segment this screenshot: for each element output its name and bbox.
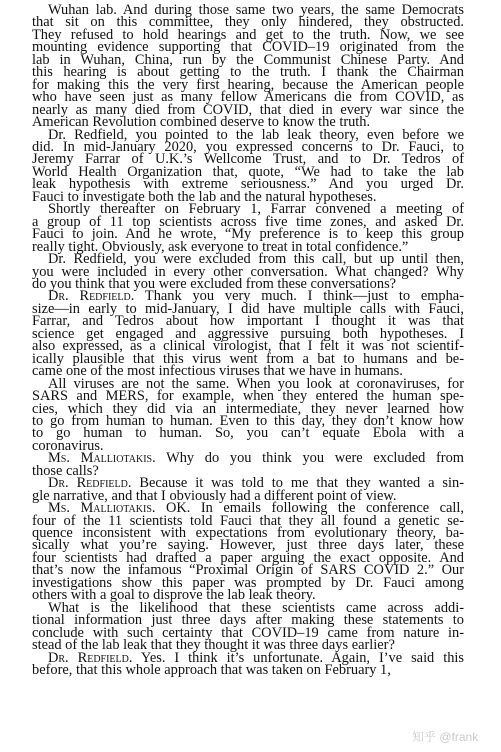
speaker-name: Dr. Redfield.: [48, 288, 135, 305]
line-text: coronavirus.: [32, 437, 104, 454]
line-text: World Health Organization that, quote, “We had to take the lab: [32, 163, 464, 180]
line-text: lab in Wuhan, China, run by the Communist Chinese Party. And: [32, 51, 464, 68]
line-text: others with a goal to disprove the lab leak theory.: [32, 587, 316, 604]
line-text: SARS and MERS, for example, when they entered the human spe-: [32, 388, 464, 405]
line-text: leak hypothesis with extreme seriousness.” And you urged Dr.: [32, 176, 464, 193]
paragraph: [32, 375, 464, 454]
line-text: Thank you very much. I think—just to empha-: [134, 288, 464, 305]
line-text: before, that this whole approach that was taken on February 1,: [32, 662, 391, 679]
line-text: Shortly thereafter on February 1, Farrar convened a meeting of: [48, 201, 464, 218]
paragraph: [32, 253, 464, 290]
paragraph: [32, 288, 464, 380]
line-text: four of the 11 scientists told Fauci that they all found a genetic se-: [32, 512, 464, 529]
line-text: Jeremy Farrar of U.K.’s Wellcome Trust, and to Dr. Tedros of: [32, 151, 464, 168]
paragraph: [32, 649, 464, 679]
line-text: stead of the lab leak that they thought it was three days earlier?: [32, 637, 395, 654]
line-text: investigations show this paper was prompted by Dr. Fauci among: [32, 574, 464, 591]
paragraph: [32, 203, 464, 253]
line-text: came one of the most infectious viruses that we have in humans.: [32, 363, 403, 380]
line-text: Why do you think you were excluded from: [155, 450, 464, 467]
paragraph: [32, 126, 464, 205]
line-text: American Revolution combined deserve to know the truth.: [32, 114, 371, 131]
line-text: Dr. Redfield, you pointed to the lab leak theory, even before we: [48, 126, 464, 143]
line-text: gle narrative, and that I obviously had a different point of view.: [32, 487, 397, 504]
text-line: [32, 662, 464, 679]
line-text: do you think that you were excluded from these conversations?: [32, 275, 397, 292]
line-text: OK. In emails following the conference call,: [155, 500, 464, 517]
paragraph: [32, 452, 464, 477]
line-text: conclude with such certainty that COVID–19 came from nature in-: [32, 624, 464, 641]
line-text: sically what you’re saying. However, just three days later, these: [32, 537, 464, 554]
line-text: Fauci to join. And he wrote, “My preference is to keep this group: [32, 226, 464, 243]
speaker-name: Ms. Malliotakis.: [48, 500, 156, 517]
line-text: a group of 11 top scientists across five time zones, and asked Dr.: [32, 213, 464, 230]
line-text: really tight. Obviously, ask everyone to treat in total confidence.”: [32, 238, 409, 255]
line-text: this hearing is about getting to the truth. I thank the Chairman: [32, 64, 464, 81]
line-text: Yes. I think it’s unfortunate. Again, I’ve said this: [132, 649, 464, 666]
paragraph: [32, 4, 464, 129]
line-text: that sit on this committee, they only hindered, they obstructed.: [32, 14, 464, 31]
line-text: Because it was told to me that they wanted a sin-: [131, 475, 464, 492]
line-text: cies, which they did via an intermediate, they never learned how: [32, 400, 464, 417]
line-text: Dr. Redfield, you were excluded from this call, but up until then,: [48, 251, 464, 268]
line-text: did. In mid-January 2020, you expressed concerns to Dr. Fauci, to: [32, 138, 464, 155]
line-text: science get engaged and aggressive pursuing both hypotheses. I: [32, 325, 464, 342]
line-text: also expressed, as a clinical virologist, that I felt it was not scientif-: [32, 338, 464, 355]
line-text: those calls?: [32, 462, 99, 479]
line-text: you were included in every other conversation. What changed? Why: [32, 263, 464, 280]
line-text: that’s now the infamous “Proximal Origin of SARS COVID 2.” Our: [32, 562, 464, 579]
line-text: mounting evidence supporting that COVID–19 originated from the: [32, 39, 464, 56]
line-text: to go from human to human. Even to this day, they don’t know how: [32, 412, 464, 429]
line-text: Farrar, and Tedros about how important I thought it was that: [32, 313, 464, 330]
paragraph: [32, 477, 464, 502]
line-text: for making this the very first hearing, because the American people: [32, 76, 464, 93]
line-text: nearly as many died from COVID, that died in every war since the: [32, 101, 464, 118]
line-text: Wuhan lab. And during those same two years, the same Democrats: [48, 2, 464, 18]
line-text: All viruses are not the same. When you look at coronaviruses, for: [48, 375, 464, 392]
line-text: What is the likelihood that these scientists came across addi-: [48, 599, 464, 616]
line-text: to go human to human. So, you can’t equate Ebola with a: [32, 425, 464, 442]
speaker-name: Ms. Malliotakis.: [48, 450, 156, 467]
line-text: who have seen just as many fellow Americans die from COVID, as: [32, 89, 464, 106]
speaker-name: Dr. Redfield.: [48, 475, 132, 492]
line-text: size—in early to mid-January, I did have multiple calls with Fauci,: [32, 300, 464, 317]
paragraph: [32, 599, 464, 654]
watermark: 知乎 @frank: [412, 730, 479, 744]
line-text: Fauci to investigate both the lab and the natural hypotheses.: [32, 188, 377, 205]
line-text: They refused to hold hearings and get to the truth. Now, we see: [32, 26, 464, 43]
speaker-name: Dr. Redfield.: [48, 649, 133, 666]
paragraph: [32, 502, 464, 602]
line-text: quence inconsistent with expectations from evolutionary theory, ba-: [32, 525, 464, 542]
line-text: ically plausible that this virus went from a bat to humans and be-: [32, 350, 464, 367]
body-text: [32, 2, 464, 679]
line-text: four scientists had drafted a paper arguing the exact opposite. And: [32, 549, 464, 566]
line-text: tional information just three days after making these statements to: [32, 612, 464, 629]
